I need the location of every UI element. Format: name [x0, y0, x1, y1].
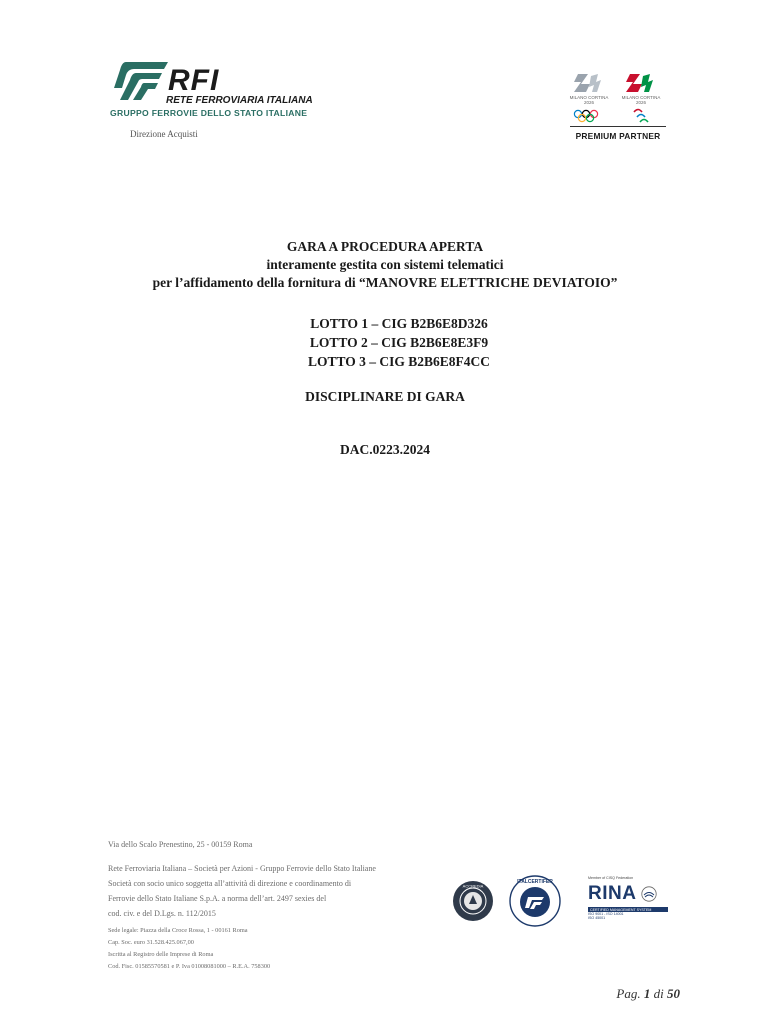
rfi-subtitle: RETE FERROVIARIA ITALIANA	[166, 95, 313, 106]
page-separator: di	[653, 986, 664, 1001]
iqnet-icon	[641, 886, 657, 902]
document-code: DAC.0223.2024	[340, 442, 430, 457]
rina-certification	[588, 876, 668, 932]
footer-line: Società con socio unico soggetta all’attività di direzione e coordinamento di	[108, 879, 352, 888]
title-line-2: interamente gestita con sistemi telematici	[266, 257, 504, 272]
italcertifer-text: ITALCERTIFER	[517, 879, 553, 885]
document-type: DISCIPLINARE DI GARA	[305, 389, 465, 404]
partner-divider	[570, 126, 666, 127]
title-line-1: GARA A PROCEDURA APERTA	[286, 239, 484, 254]
footer-small-line: Iscritta al Registro delle Imprese di Roma	[108, 951, 214, 958]
page-current: 1	[643, 986, 651, 1001]
lot-line: LOTTO 1 – CIG B2B6E8D326	[310, 316, 488, 331]
footer-small-line: Sede legale: Piazza della Croce Rossa, 1 - 00161 Roma	[108, 927, 248, 934]
rina-member-text: Member of CISQ Federation	[588, 876, 634, 880]
footer-small-line: Cod. Fisc. 01585570581 e P. Iva 01008081000 – R.E.A. 758300	[108, 963, 271, 970]
rfi-logo	[108, 58, 340, 120]
department-label: Direzione Acquisti	[130, 129, 198, 139]
footer-line: Ferrovie dello Stato Italiane S.p.A. a norma dell’art. 2497 sexies del	[108, 894, 327, 903]
page-total: 50	[667, 986, 680, 1001]
fs-logo-icon	[108, 58, 170, 104]
footer-line: cod. civ. e del D.Lgs. n. 112/2015	[108, 909, 216, 918]
footer-line: Rete Ferroviaria Italiana – Società per Azioni - Gruppo Ferrovie dello Stato Italiane	[108, 864, 376, 873]
rina-system-text: CERTIFIED MANAGEMENT SYSTEM	[588, 907, 668, 912]
tender-title	[0, 238, 770, 292]
rina-logo-text: RINA	[588, 883, 637, 904]
lot-line: LOTTO 2 – CIG B2B6E8E3F9	[309, 335, 489, 350]
footer-address: Via dello Scalo Prenestino, 25 - 00159 Roma	[108, 840, 253, 849]
footer-small-line: Cap. Soc. euro 31.528.425.067,00	[108, 939, 194, 946]
page-number	[616, 986, 680, 1002]
lots-list	[0, 314, 770, 371]
accredia-seal-icon	[452, 880, 494, 922]
milano-cortina-olympic-emblem	[566, 70, 612, 126]
milano-cortina-logo	[566, 70, 670, 144]
olympic-caption: MILANO CORTINA 2026	[569, 95, 609, 106]
lot-line: LOTTO 3 – CIG B2B6E8F4CC	[307, 354, 491, 369]
milano-cortina-paralympic-emblem	[618, 70, 664, 126]
premium-partner-label: PREMIUM PARTNER	[575, 131, 661, 141]
page-prefix: Pag.	[616, 986, 641, 1001]
accredia-text: ACCREDIA	[462, 883, 484, 889]
paralympic-caption: MILANO CORTINA 2026	[621, 95, 661, 106]
rfi-group-name: GRUPPO FERROVIE DELLO STATO ITALIANE	[110, 108, 308, 118]
italcertifer-seal-icon	[508, 874, 562, 928]
title-line-3: per l’affidamento della fornitura di “MANOVRE ELETTRICHE DEVIATOIO”	[152, 275, 618, 290]
rina-iso-text: ISO 9001 - ISO 14001	[588, 912, 624, 916]
rina-iso-text: ISO 45001	[588, 916, 606, 920]
rfi-wordmark: RFI	[168, 64, 220, 97]
page-footer	[108, 840, 438, 973]
